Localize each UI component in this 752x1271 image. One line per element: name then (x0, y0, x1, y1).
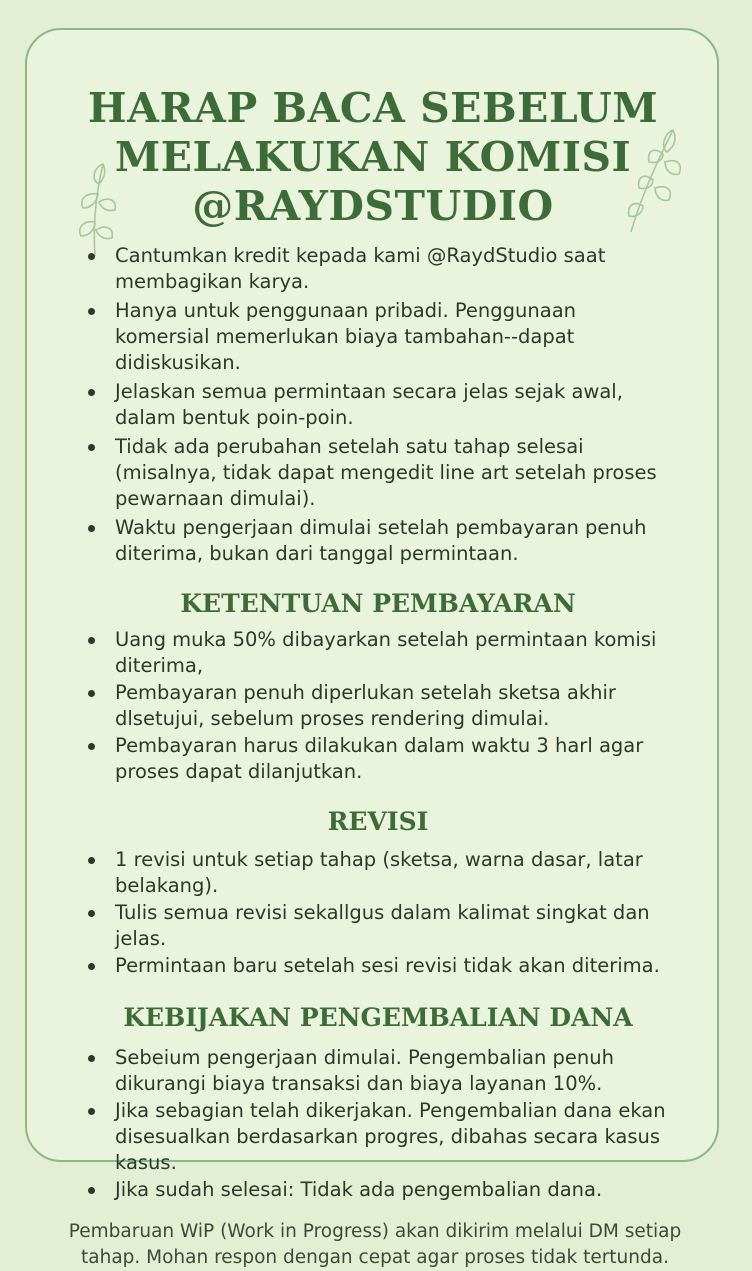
section-title-payment: KETENTUAN PEMBAYARAN (180, 589, 576, 618)
leaf-sprig-icon (617, 124, 687, 234)
list-item (85, 298, 671, 376)
list-item (85, 1045, 671, 1097)
list-item-text: Pembayaran penuh diperlukan setelah sketsa akhir dlsetujui, sebelum proses rendering dimulai. (115, 681, 616, 730)
list-item (85, 953, 671, 979)
list-item-text: Hanya untuk penggunaan pribadi. Penggunaan komersial memerlukan biaya tambahan--dapat didiskusikan. (115, 299, 577, 374)
bullet (88, 910, 95, 917)
commission-terms-card (25, 28, 719, 1268)
bullet (88, 963, 95, 970)
refund-list (85, 1045, 671, 1203)
revisi-list (85, 847, 671, 979)
list-item-text: Tidak ada perubahan setelah satu tahap selesai (misalnya, tidak dapat mengedit line art setelah proses pewarnaan dimulai). (115, 435, 657, 510)
list-item (85, 1098, 671, 1176)
bullet (88, 743, 95, 750)
list-item (85, 434, 671, 512)
bullet (88, 1108, 95, 1115)
bullet (88, 525, 95, 532)
list-item (85, 900, 671, 952)
list-item-text: Uang muka 50% dibayarkan setelah permintaan komisi diterima, (115, 628, 657, 677)
bullet (88, 253, 95, 260)
list-item (85, 515, 671, 567)
list-item (85, 243, 671, 295)
list-item-text: Tulis semua revisi sekallgus dalam kalimat singkat dan jelas. (115, 901, 650, 950)
list-item-text: Jika sudah selesai: Tidak ada pengembalian dana. (115, 1178, 603, 1201)
bullet (88, 308, 95, 315)
list-item (85, 680, 671, 732)
title-line-1: HARAP BACA SEBELUM (87, 84, 659, 132)
bullet (88, 690, 95, 697)
page-title (75, 84, 671, 231)
bullet (88, 1055, 95, 1062)
bullet (88, 1187, 95, 1194)
list-item (85, 847, 671, 899)
title-line-2: MELAKUKAN KOMISI (114, 133, 632, 181)
bullet (88, 857, 95, 864)
list-item (85, 379, 671, 431)
list-item (85, 627, 671, 679)
bullet (88, 389, 95, 396)
list-item-text: Sebeium pengerjaan dimulai. Pengembalian penuh dikurangi biaya transaksi dan biaya layanan 10%. (115, 1046, 614, 1095)
list-item (85, 1177, 671, 1203)
list-item-text: Jelaskan semua permintaan secara jelas sejak awal, dalam bentuk poin-poin. (115, 380, 623, 429)
title-line-3: @RAYDSTUDIO (192, 182, 554, 230)
list-item-text: 1 revisi untuk setiap tahap (sketsa, warna dasar, latar belakang). (115, 848, 643, 897)
bullet (88, 637, 95, 644)
list-item-text: Waktu pengerjaan dimulai setelah pembayaran penuh diterima, bukan dari tanggal permintaan. (115, 516, 647, 565)
header (75, 84, 671, 231)
section-title-revisi: REVISI (327, 807, 429, 836)
list-item-text: Permintaan baru setelah sesi revisi tidak akan diterima. (115, 954, 660, 977)
bullet (88, 444, 95, 451)
section-title-refund: KEBIJAKAN PENGEMBALIAN DANA (123, 1003, 633, 1032)
list-item-text: Pembayaran harus dilakukan dalam waktu 3 harl agar proses dapat dilanjutkan. (115, 734, 644, 783)
list-item-text: Cantumkan kredit kepada kami @RaydStudio saat membagikan karya. (115, 244, 606, 293)
list-item-text: Jika sebagian telah dikerjakan. Pengembalian dana ekan disesualkan berdasarkan progres, dibahas secara kasus kasus. (115, 1099, 666, 1174)
footer-note: Pembaruan WiP (Work in Progress) akan dikirim melalui DM setiap tahap. Mohan respon dengan cepat agar proses tidak tertunda. (68, 1221, 682, 1268)
list-item (85, 733, 671, 785)
intro-list (85, 243, 671, 567)
payment-list (85, 627, 671, 785)
